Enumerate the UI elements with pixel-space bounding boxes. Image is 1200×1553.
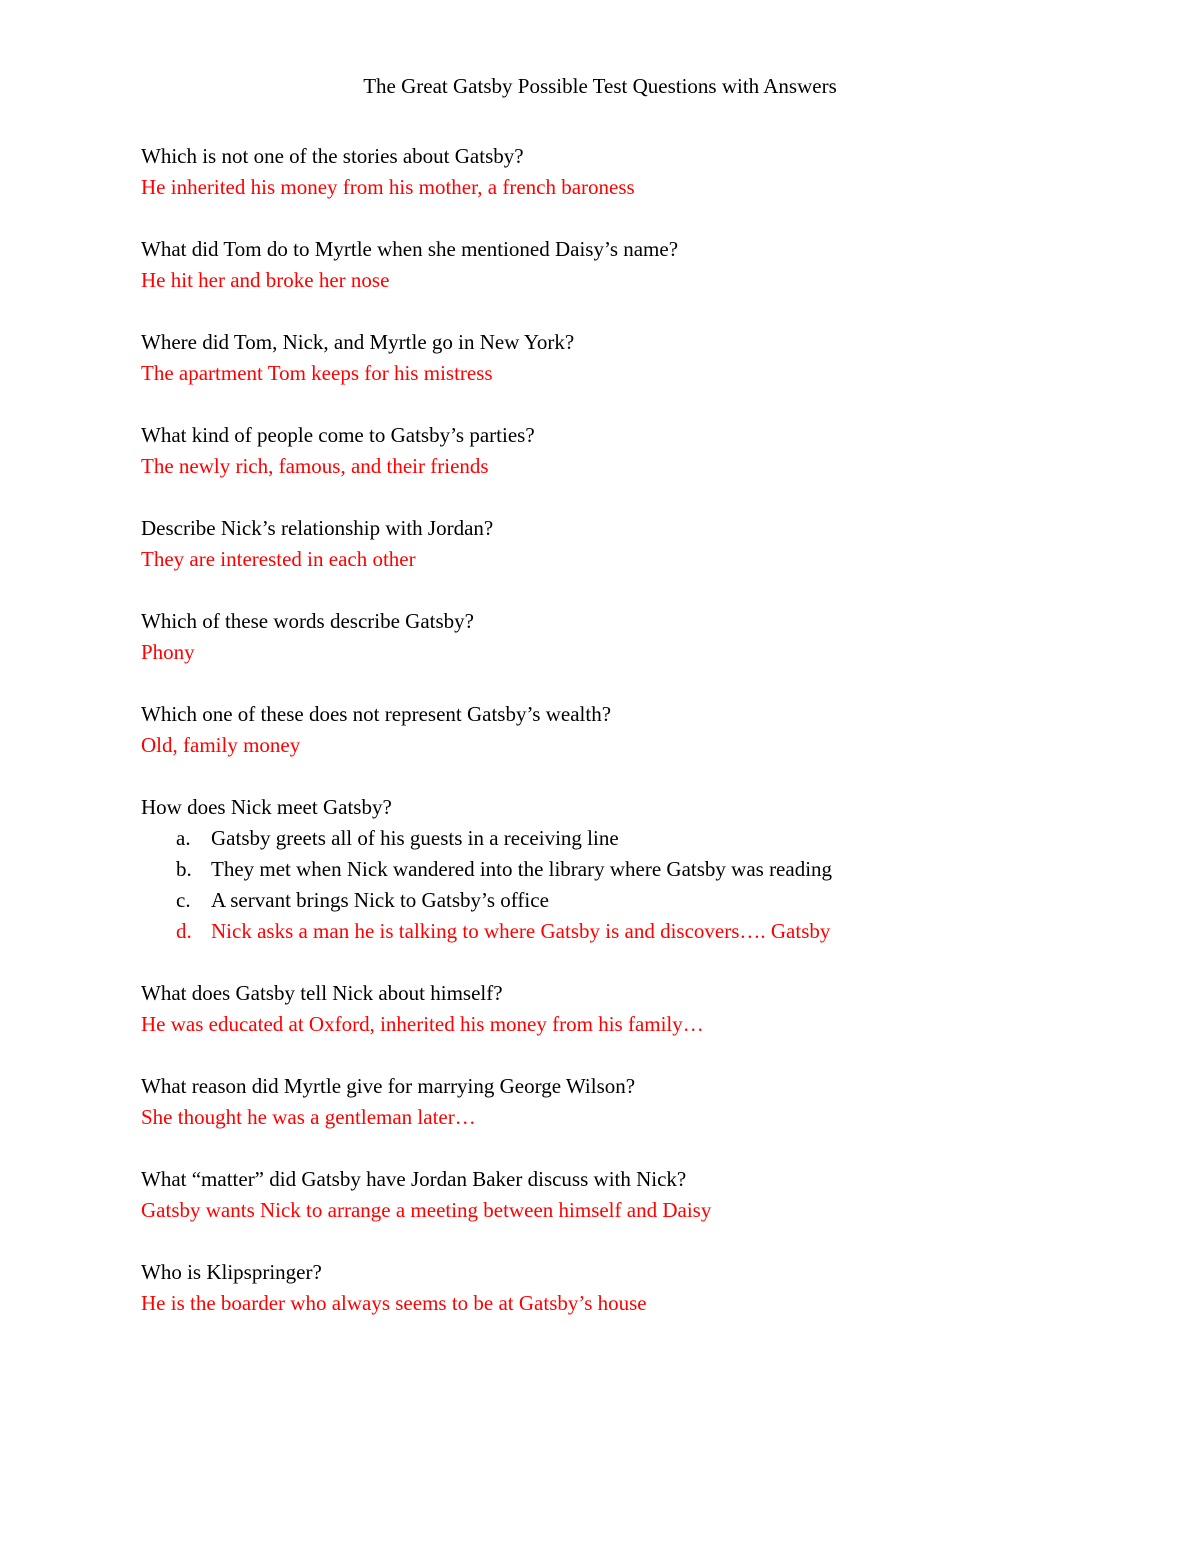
qa-item-4 bbox=[141, 420, 1141, 482]
option-a bbox=[141, 823, 1141, 854]
qa-item-2 bbox=[141, 234, 1141, 296]
page-title: The Great Gatsby Possible Test Questions with Answers bbox=[363, 74, 837, 98]
question-text: What did Tom do to Myrtle when she mentioned Daisy’s name? bbox=[141, 237, 679, 261]
answer-text: Phony bbox=[141, 640, 195, 664]
option-list bbox=[141, 823, 1141, 947]
answer-text: They are interested in each other bbox=[141, 547, 416, 571]
question-text: What reason did Myrtle give for marrying George Wilson? bbox=[141, 1074, 636, 1098]
question-text: How does Nick meet Gatsby? bbox=[141, 795, 392, 819]
option-d-correct-answer bbox=[141, 916, 1141, 947]
question-text: Which of these words describe Gatsby? bbox=[141, 609, 474, 633]
option-marker: b. bbox=[176, 857, 192, 881]
answer-text: The apartment Tom keeps for his mistress bbox=[141, 361, 493, 385]
question-text: What “matter” did Gatsby have Jordan Baker discuss with Nick? bbox=[141, 1167, 687, 1191]
option-text: Nick asks a man he is talking to where Gatsby is and discovers…. Gatsby bbox=[211, 919, 831, 943]
option-c bbox=[141, 885, 1141, 916]
qa-item-10 bbox=[141, 1071, 1141, 1133]
option-text: Gatsby greets all of his guests in a receiving line bbox=[211, 826, 619, 850]
qa-item-3 bbox=[141, 327, 1141, 389]
qa-list bbox=[141, 141, 1141, 1350]
qa-item-11 bbox=[141, 1164, 1141, 1226]
option-b bbox=[141, 854, 1141, 885]
qa-item-9 bbox=[141, 978, 1141, 1040]
answer-text: The newly rich, famous, and their friends bbox=[141, 454, 489, 478]
question-text: What does Gatsby tell Nick about himself? bbox=[141, 981, 503, 1005]
qa-item-5 bbox=[141, 513, 1141, 575]
answer-text: Old, family money bbox=[141, 733, 301, 757]
qa-item-6 bbox=[141, 606, 1141, 668]
qa-item-12 bbox=[141, 1257, 1141, 1319]
question-text: Where did Tom, Nick, and Myrtle go in New York? bbox=[141, 330, 575, 354]
qa-item-1 bbox=[141, 141, 1141, 203]
question-text: Which one of these does not represent Gatsby’s wealth? bbox=[141, 702, 612, 726]
answer-text: He inherited his money from his mother, a french baroness bbox=[141, 175, 635, 199]
answer-text: Gatsby wants Nick to arrange a meeting between himself and Daisy bbox=[141, 1198, 712, 1222]
option-marker: a. bbox=[176, 826, 191, 850]
qa-item-8 bbox=[141, 792, 1141, 947]
option-text: They met when Nick wandered into the library where Gatsby was reading bbox=[211, 857, 833, 881]
option-marker: d. bbox=[176, 919, 192, 943]
answer-text: He is the boarder who always seems to be at Gatsby’s house bbox=[141, 1291, 647, 1315]
answer-text: He hit her and broke her nose bbox=[141, 268, 390, 292]
answer-text: He was educated at Oxford, inherited his money from his family… bbox=[141, 1012, 704, 1036]
question-text: Which is not one of the stories about Gatsby? bbox=[141, 144, 524, 168]
qa-item-7 bbox=[141, 699, 1141, 761]
option-marker: c. bbox=[176, 888, 191, 912]
question-text: Who is Klipspringer? bbox=[141, 1260, 322, 1284]
question-text: What kind of people come to Gatsby’s parties? bbox=[141, 423, 535, 447]
option-text: A servant brings Nick to Gatsby’s office bbox=[211, 888, 549, 912]
question-text: Describe Nick’s relationship with Jordan? bbox=[141, 516, 494, 540]
answer-text: She thought he was a gentleman later… bbox=[141, 1105, 476, 1129]
